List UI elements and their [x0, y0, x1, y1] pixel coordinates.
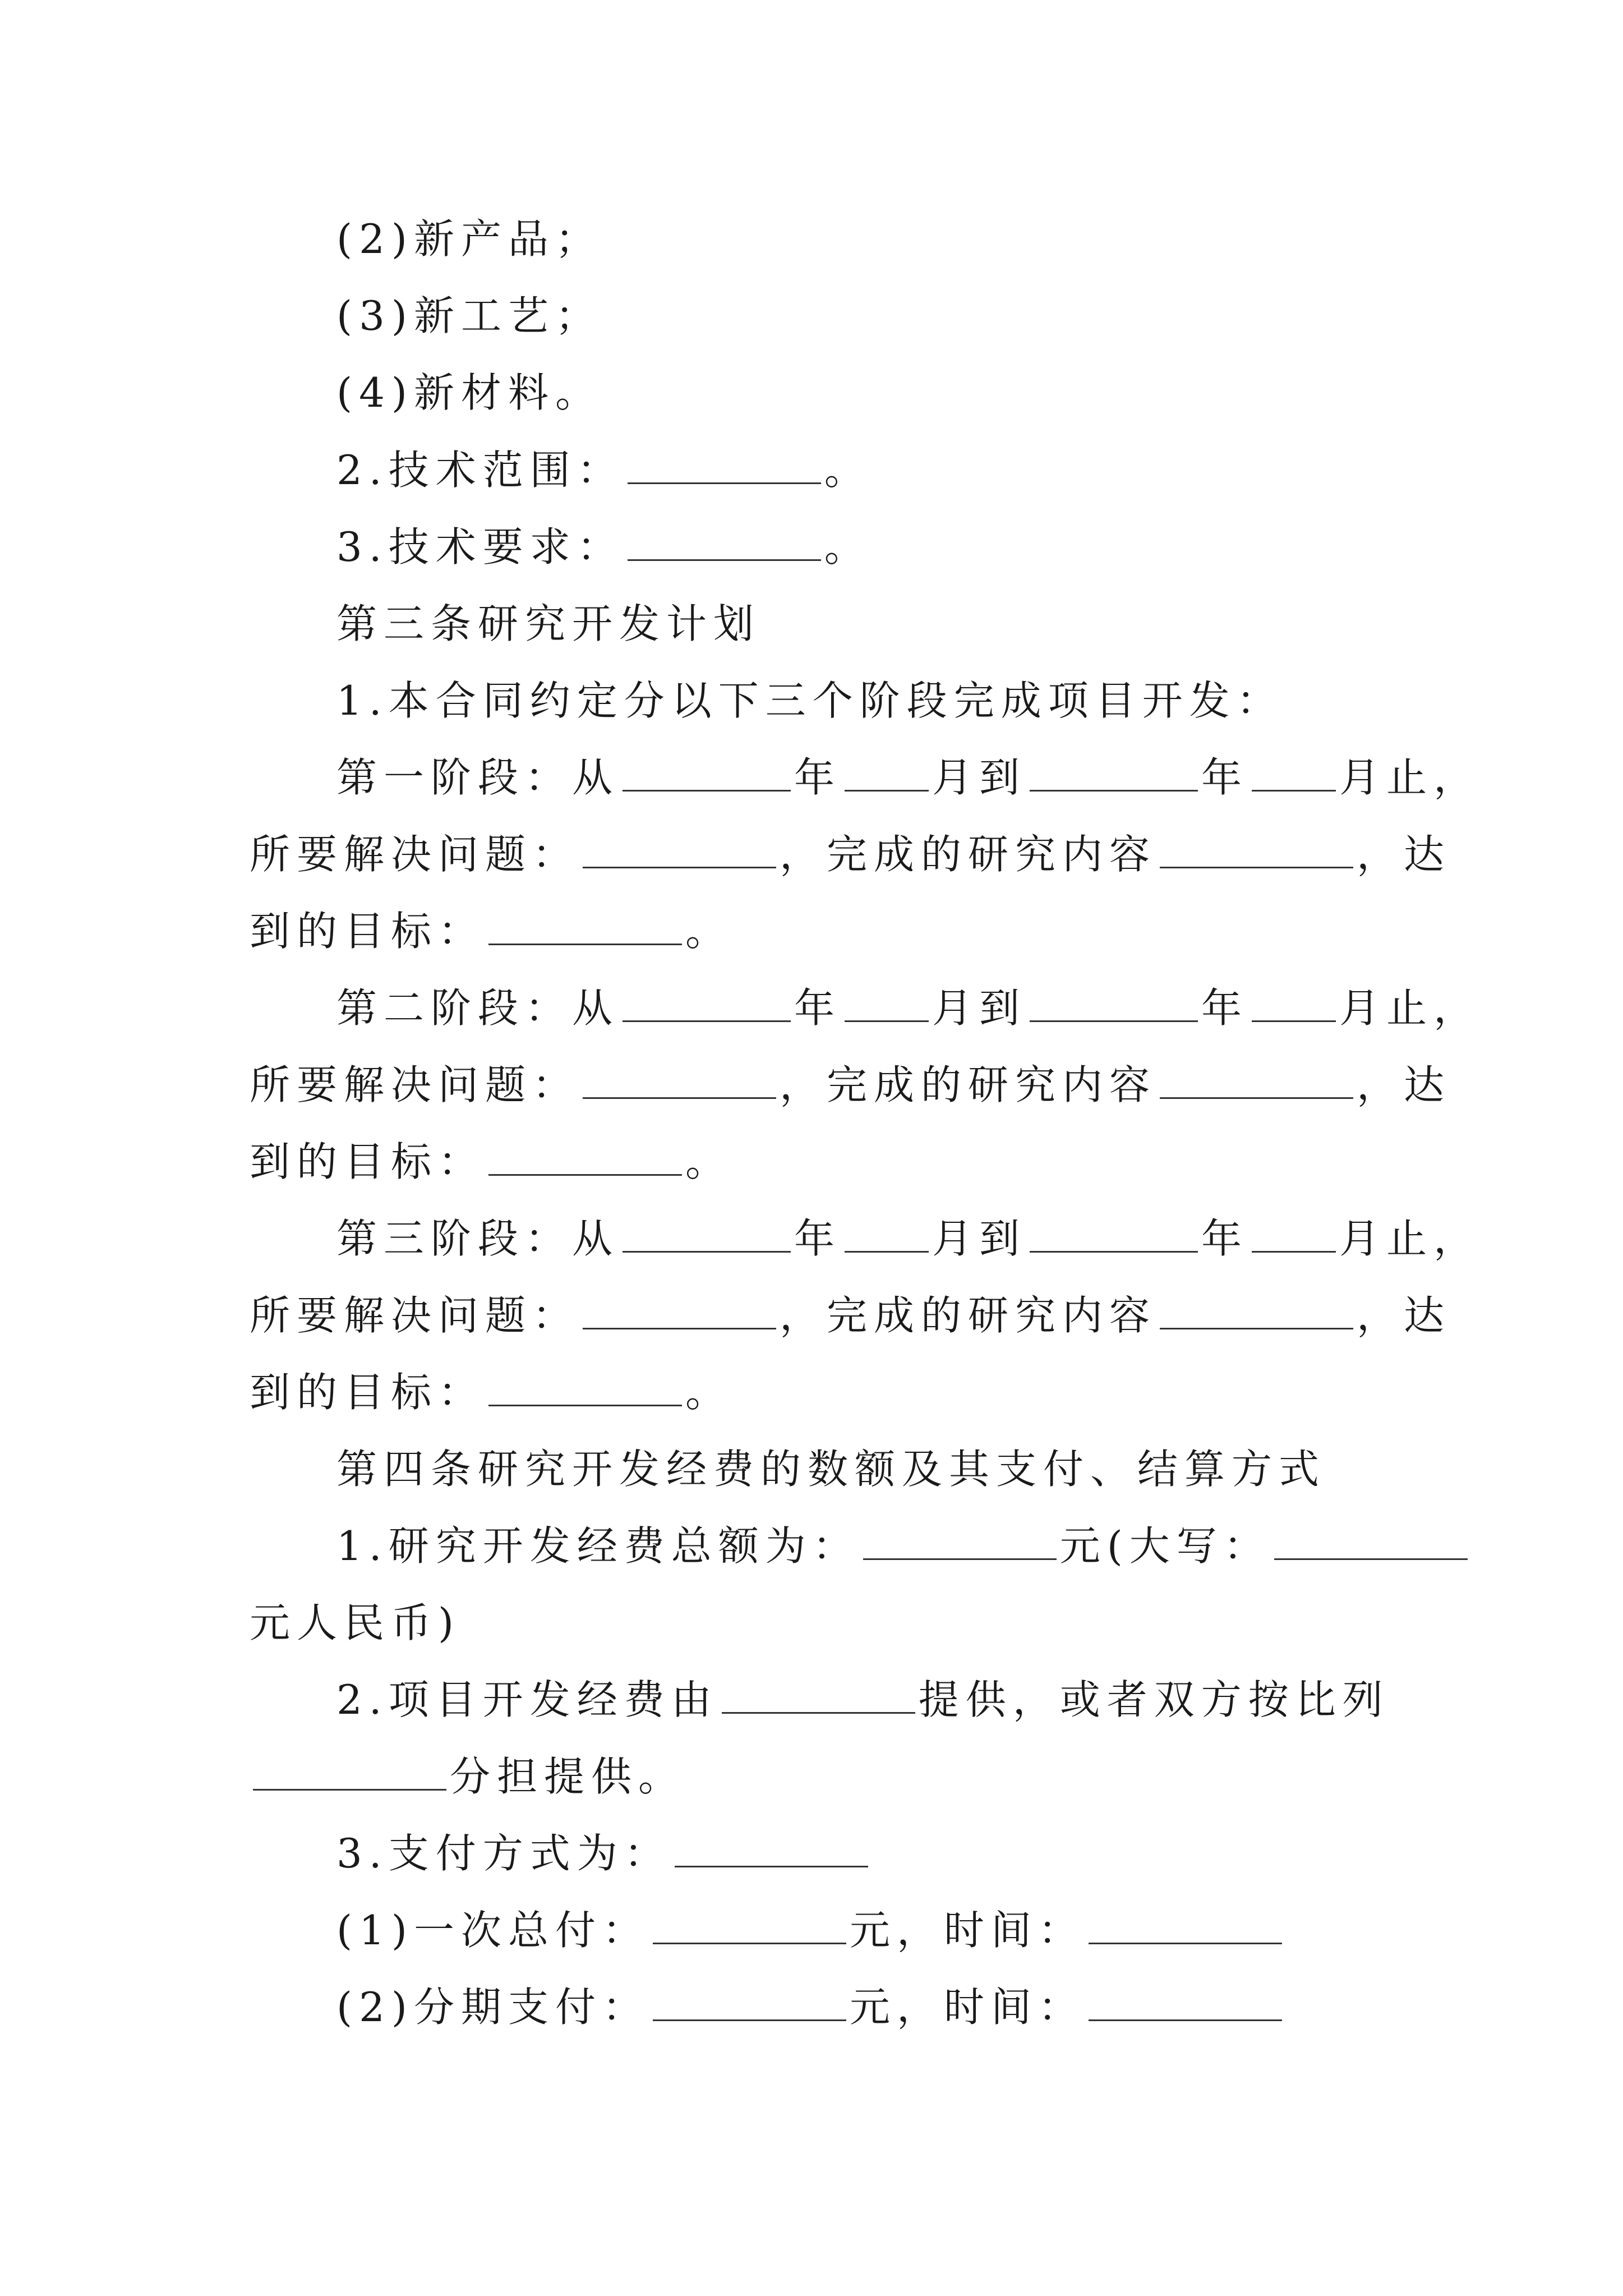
- stage-1-problem: 所要解决问题： ，完成的研究内容 ，达: [250, 831, 1451, 878]
- problem-blank[interactable]: [583, 1291, 776, 1329]
- start-year-blank[interactable]: [623, 1214, 791, 1253]
- start-month-blank[interactable]: [845, 753, 929, 792]
- end-year-blank[interactable]: [1030, 1214, 1198, 1253]
- stage-1-label: 第一阶段：从: [336, 754, 620, 801]
- start-year-blank[interactable]: [623, 753, 791, 792]
- lump-sum-amount-blank[interactable]: [653, 1906, 846, 1944]
- share-line: 分担提供。: [0, 1744, 1623, 1800]
- installment-amount-blank[interactable]: [653, 1982, 846, 2021]
- total-amount-capital-blank[interactable]: [1274, 1521, 1468, 1560]
- tech-requirement-blank[interactable]: [628, 522, 821, 561]
- content-blank[interactable]: [1160, 1291, 1353, 1329]
- payment-method-line: 3.支付方式为：: [0, 1821, 1623, 1877]
- content-blank[interactable]: [1160, 1060, 1353, 1099]
- start-month-blank[interactable]: [845, 983, 929, 1022]
- tech-requirement-label: 3.技术要求：: [336, 523, 624, 570]
- article3-title: 第三条研究开发计划: [336, 600, 761, 647]
- lump-sum-line: (1)一次总付： 元，时间：: [0, 1898, 1623, 1954]
- goal-blank[interactable]: [488, 1137, 682, 1176]
- item-new-process: (3)新工艺；: [336, 292, 602, 339]
- plan-intro: 1.本合同约定分以下三个阶段完成项目开发：: [336, 677, 1284, 724]
- goal-blank[interactable]: [488, 1368, 682, 1406]
- total-funding-line: 1.研究开发经费总额为： 元(大写：: [0, 1513, 1623, 1570]
- tech-scope-blank[interactable]: [628, 445, 821, 484]
- stage-3-label: 第三阶段：从: [336, 1215, 620, 1262]
- start-month-blank[interactable]: [845, 1214, 929, 1253]
- end-year-blank[interactable]: [1030, 983, 1198, 1022]
- goal-blank[interactable]: [488, 907, 682, 945]
- stage-3-goal: 到的目标： 。: [250, 1369, 733, 1416]
- stage-2-dates: 第二阶段：从 年 月到 年 月止，: [336, 984, 1481, 1032]
- stage-1-dates: 第一阶段：从 年 月到 年 月止，: [336, 754, 1481, 801]
- lump-sum-time-blank[interactable]: [1089, 1906, 1282, 1944]
- funding-source-line: 2.项目开发经费由 提供，或者双方按比列: [336, 1676, 1390, 1723]
- article4-title: 第四条研究开发经费的数额及其支付、结算方式: [336, 1446, 1326, 1493]
- start-year-blank[interactable]: [623, 983, 791, 1022]
- stage-2-goal: 到的目标： 。: [250, 1138, 733, 1185]
- tech-requirement-line: [0, 514, 1623, 570]
- end-month-blank[interactable]: [1252, 753, 1336, 792]
- item-new-product: (2)新产品；: [336, 215, 602, 263]
- stage-2-label: 第二阶段：从: [336, 984, 620, 1032]
- end-year-blank[interactable]: [1030, 753, 1198, 792]
- item-new-material: (4)新材料。: [336, 369, 602, 416]
- end-month-blank[interactable]: [1252, 983, 1336, 1022]
- payment-method-blank[interactable]: [675, 1829, 868, 1867]
- rmb-line: 元人民币): [250, 1599, 461, 1646]
- problem-blank[interactable]: [583, 1060, 776, 1099]
- end-month-blank[interactable]: [1252, 1214, 1336, 1253]
- tech-scope-label: 2.技术范围：: [336, 447, 624, 494]
- period: 。: [824, 523, 872, 570]
- content-blank[interactable]: [1160, 830, 1353, 868]
- total-amount-blank[interactable]: [863, 1521, 1057, 1560]
- share-ratio-blank[interactable]: [253, 1752, 446, 1791]
- funding-party-blank[interactable]: [722, 1675, 915, 1714]
- stage-1-goal: 到的目标： 。: [250, 908, 733, 955]
- stage-2-problem: 所要解决问题： ，完成的研究内容 ，达: [250, 1061, 1451, 1108]
- stage-3-problem: 所要解决问题： ，完成的研究内容 ，达: [250, 1292, 1451, 1339]
- installment-line: (2)分期支付： 元，时间：: [0, 1975, 1623, 2031]
- problem-blank[interactable]: [583, 830, 776, 868]
- tech-scope-line: [0, 438, 1623, 494]
- installment-time-blank[interactable]: [1089, 1982, 1282, 2021]
- period: 。: [824, 447, 872, 494]
- stage-3-dates: 第三阶段：从 年 月到 年 月止，: [336, 1215, 1481, 1262]
